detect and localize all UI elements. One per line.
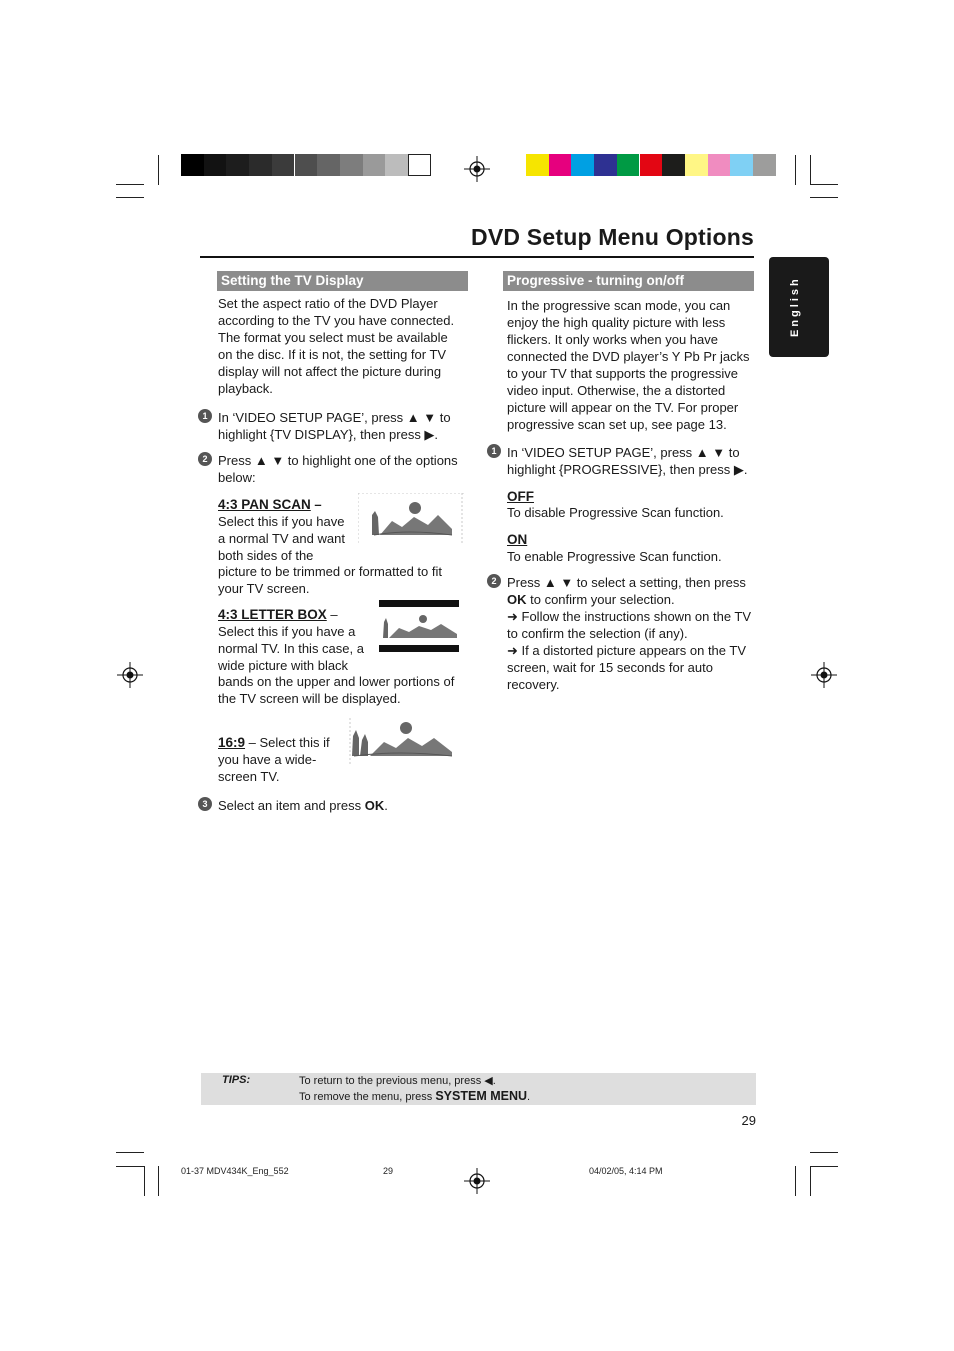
title-rule [200,256,754,258]
gray-swatch [340,154,363,176]
step2-end: to confirm your selection. [526,592,675,607]
footer-page: 29 [383,1166,394,1176]
color-swatch [685,154,708,176]
tv-display-step1: In ‘VIDEO SETUP PAGE’, press ▲ ▼ to highlight {TV DISPLAY}, then press ▶. [218,410,451,442]
pan-scan-illustration-icon [358,493,464,545]
pan-scan-text-continued: picture to be trimmed or formatted to fit your TV screen. [218,564,442,596]
step-number: 1 [198,409,212,423]
pan-scan-option [218,496,354,564]
color-swatch [640,154,663,176]
tv-display-intro: Set the aspect ratio of the DVD Player according to the TV you have connected. The format you select must be available on the disc. If it is not, the setting for TV display will not affect the picture during playback. [218,296,455,396]
tips-box [201,1073,756,1105]
result-note-2: ➜ If a distorted picture appears on the TV screen, wait for 15 seconds for auto recovery. [507,643,747,692]
color-swatch [617,154,640,176]
step-number: 2 [198,452,212,466]
gray-swatch [317,154,340,176]
step3-text: Select an item and press [218,798,365,813]
registration-mark-icon [811,662,837,688]
tips-line-1: To return to the previous menu, press ◀. [299,1075,496,1087]
letter-box-title: 4:3 LETTER BOX [218,607,327,622]
gray-swatch [295,154,318,176]
pan-scan-text: Select this if you have a normal TV and want both sides of the [218,514,345,563]
progressive-step2 [507,574,753,693]
letter-box-illustration-icon [379,600,459,654]
gray-swatch [204,154,227,176]
registration-mark-icon [117,662,143,688]
footer-file: 01-37 MDV434K_Eng_552 [181,1166,289,1176]
gray-swatch [385,154,408,176]
gray-swatch [249,154,272,176]
step3-end: . [384,798,388,813]
tips-label: TIPS: [222,1074,251,1086]
registration-mark-icon [464,1168,490,1194]
letter-box-dash: – [326,607,338,622]
color-swatch [730,154,753,176]
progressive-step1: In ‘VIDEO SETUP PAGE’, press ▲ ▼ to highlight {PROGRESSIVE}, then press ▶. [507,445,748,477]
color-swatch [708,154,731,176]
pan-scan-dash: – [310,497,322,512]
step2-text: Press ▲ ▼ to select a setting, then press [507,575,746,590]
ok-key: OK [364,798,385,813]
gray-swatch [363,154,386,176]
wide-screen-text: – Select this if you have a wide-screen TV. [218,735,330,784]
color-swatch [594,154,617,176]
tips-text [299,1074,530,1105]
off-option-title: OFF [507,489,534,504]
gray-swatch [181,154,204,176]
color-swatch [571,154,594,176]
on-option-text: To enable Progressive Scan function. [507,549,722,564]
step-number: 2 [487,574,501,588]
progressive-intro: In the progressive scan mode, you can enjoy the high quality picture with less flickers. It only works when you have connected the DVD player’s Y Pb Pr jacks to your TV that supports the progressive video input. Otherwise, the a distorted picture will appear on the TV. For proper progressive scan set up, see page 13. [507,298,750,432]
registration-mark-icon [464,156,490,182]
color-swatch [549,154,572,176]
tips-line-2: To remove the menu, press [299,1091,436,1103]
wide-screen-title: 16:9 [218,735,246,750]
step-number: 3 [198,797,212,811]
gray-swatch [226,154,249,176]
wide-screen-option [218,734,346,785]
language-tab [769,257,829,357]
gray-swatch [272,154,295,176]
letter-box-option [218,606,368,674]
tv-display-step3 [218,797,463,814]
section-header-progressive: Progressive - turning on/off [503,271,754,291]
wide-screen-illustration-icon [348,718,454,766]
page-title: DVD Setup Menu Options [471,224,754,250]
letter-box-text-continued: bands on the upper and lower portions of the TV screen will be displayed. [218,674,455,706]
language-tab-label: English [789,276,801,337]
page-number: 29 [741,1113,756,1128]
tv-display-step2: Press ▲ ▼ to highlight one of the options below: [218,453,458,485]
color-swatch [753,154,776,176]
tips-line-2-end: . [527,1091,531,1103]
on-option-title: ON [507,532,528,547]
step-number: 1 [487,444,501,458]
color-swatch [662,154,685,176]
off-option-text: To disable Progressive Scan function. [507,505,724,520]
system-menu-key: SYSTEM MENU [435,1089,528,1103]
color-swatch [526,154,549,176]
section-header-tv-display: Setting the TV Display [217,271,468,291]
result-note-1: ➜ Follow the instructions shown on the TV to confirm the selection (if any). [507,609,752,641]
ok-key: OK [507,592,527,607]
pan-scan-title: 4:3 PAN SCAN [218,497,311,512]
letter-box-text: Select this if you have a normal TV. In this case, a wide picture with black [218,624,364,673]
footer-date: 04/02/05, 4:14 PM [589,1166,663,1176]
gray-swatch [408,154,431,176]
